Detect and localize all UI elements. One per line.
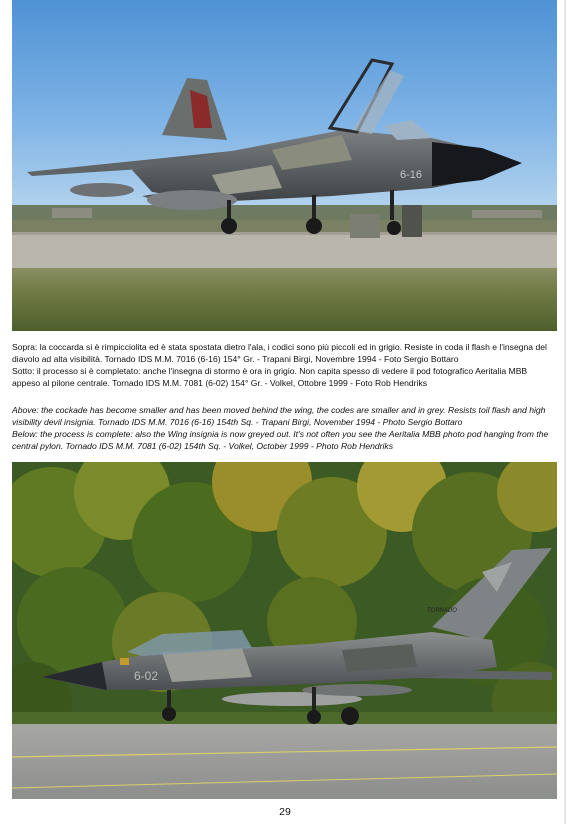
- photo-tornado-6-16-trapani: [12, 0, 557, 331]
- photo-bottom-image: [12, 462, 557, 799]
- photo-tornado-6-02-volkel: [12, 462, 557, 799]
- caption-italian-below: Sotto: il processo si è completato: anche l'insegna di stormo è ora in grigio. Non capita spesso di vedere il pod fotografico Aeritalia MBB appeso al pilone centrale. Tornado IDS M.M. 7081 (6-02) 154° Gr. - Volkel, Ottobre 1999 - Foto Rob Hendriks: [12, 366, 528, 389]
- caption-italian-above: Sopra: la coccarda si è rimpicciolita ed è stata spostata dietro l'ala, i codici sono più piccoli ed in grigio. Resiste in coda il flash e l'insegna del diavolo ad alta visibilità. Tornado IDS M.M. 7016 (6-16) 154° Gr. - Trapani Birgi, Novembre 1994 - Foto Sergio Bottaro: [12, 342, 547, 365]
- fin-text-tornado: TORNADO: [427, 608, 457, 614]
- caption-english-below: Below: the process is complete: also the Wing insignia is now greyed out. It's not often you see the Aeritalia MBB photo pod hanging from the central pylon. Tornado IDS M.M. 7081 (6-02) 154th Sq. - Volkel, October 1999 - Photo Rob Hendriks: [12, 429, 549, 452]
- aircraft-code-6-02: 6-02: [134, 669, 159, 683]
- caption-english: [12, 404, 557, 452]
- page-number: 29: [279, 806, 291, 818]
- caption-italian: [12, 341, 557, 389]
- photo-top-image: [12, 0, 557, 331]
- caption-english-above: Above: the cockade has become smaller and has been moved behind the wing, the codes are smaller and in grey. Resists toil flash and high visibility devil insignia. Tornado IDS M.M. 7016 (6-16) 154th Sq. - Trapani Birgi, November 1994 - Photo Sergio Bottaro: [12, 405, 546, 428]
- page-edge-shadow: [564, 0, 566, 824]
- aircraft-code-6-16: 6-16: [400, 169, 423, 181]
